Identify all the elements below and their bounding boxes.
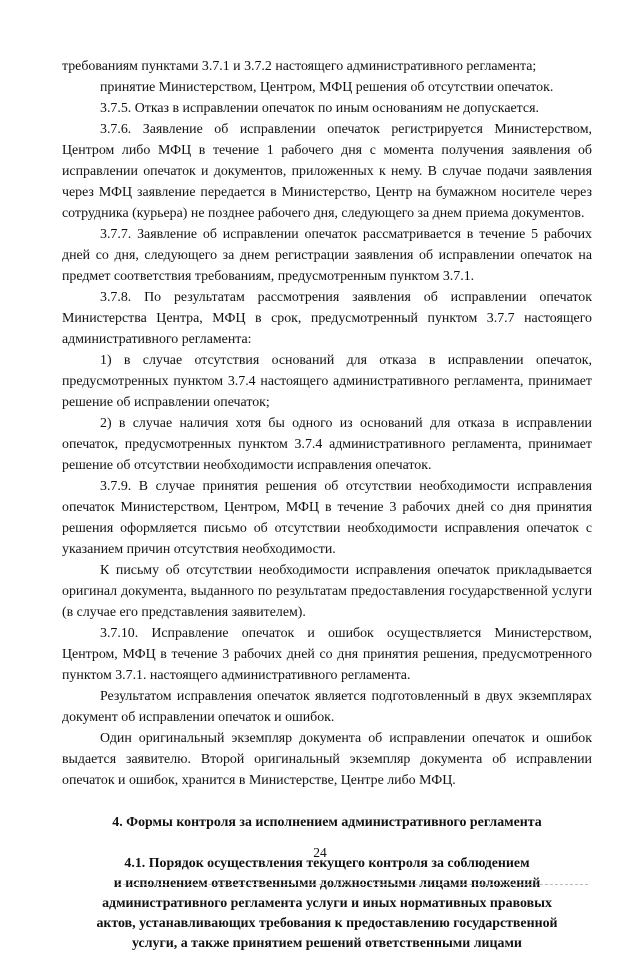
paragraph: требованиям пунктами 3.7.1 и 3.7.2 настоящего административного регламента; bbox=[62, 59, 537, 74]
subsection-heading bbox=[62, 854, 592, 954]
paragraph: 2) в случае наличия хотя бы одного из оснований для отказа в исправлении опечаток, предусмотренных пунктом 3.7.4 административного регламента, принимает решение об отсутствии необходимости исправления опечаток. bbox=[62, 416, 592, 473]
paragraph: 3.7.10. Исправление опечаток и ошибок осуществляется Министерством, Центром, МФЦ в течение 3 рабочих дней со дня принятия решения, предусмотренного пунктом 3.7.1. настоящего административного регламента. bbox=[62, 626, 592, 683]
paragraph: Один оригинальный экземпляр документа об исправлении опечаток и ошибок выдается заявителю. Второй оригинальный экземпляр документа об исправлении опечаток и ошибок, хранится в Министерстве, Центре либо МФЦ. bbox=[62, 731, 592, 788]
subsection-heading-line: 4.1. Порядок осуществления текущего контроля за соблюдением bbox=[124, 856, 530, 871]
paragraph: 3.7.9. В случае принятия решения об отсутствии необходимости исправления опечаток Министерством, Центром, МФЦ в течение 3 рабочих дней со дня принятия решения оформляется письмо об отсутствии необходимости исправления опечаток с указанием причин отсутствия необходимости. bbox=[62, 479, 592, 557]
paragraph: 1) в случае отсутствия оснований для отказа в исправлении опечаток, предусмотренных пунктом 3.7.4 настоящего административного регламента, принимает решение об исправлении опечаток; bbox=[62, 353, 592, 410]
page-number: 24 bbox=[313, 845, 327, 860]
paragraph: К письму об отсутствии необходимости исправления опечаток прикладывается оригинал документа, выданного по результатам предоставления государственной услуги (в случае его представления заявителем). bbox=[62, 563, 592, 620]
subsection-heading-line: актов, устанавливающих требования к предоставлению государственной bbox=[96, 916, 558, 931]
footer-divider bbox=[118, 884, 588, 887]
subsection-heading-line: услуги, а также принятием решений ответственными лицами bbox=[132, 936, 522, 951]
section-heading: 4. Формы контроля за исполнением административного регламента bbox=[112, 815, 542, 830]
paragraph: 3.7.7. Заявление об исправлении опечаток рассматривается в течение 5 рабочих дней со дня, следующего за днем регистрации заявления об исправлении опечаток на предмет соответствия требованиям, предусмотренным пунктом 3.7.1. bbox=[62, 227, 592, 284]
paragraph: 3.7.6. Заявление об исправлении опечаток регистрируется Министерством, Центром либо МФЦ в течение 1 рабочего дня с момента получения заявления об исправлении опечаток и документов, приложенных к нему. В случае подачи заявления через МФЦ заявление передается в Министерство, Центр на бумажном носителе через сотрудника (курьера) не позднее рабочего дня, следующего за днем приема документов. bbox=[62, 122, 592, 221]
subsection-heading-line: и исполнением ответственными должностными лицами положений bbox=[113, 876, 541, 891]
body-text bbox=[62, 56, 592, 791]
paragraph: принятие Министерством, Центром, МФЦ решения об отсутствии опечаток. bbox=[100, 80, 554, 95]
paragraph: 3.7.5. Отказ в исправлении опечаток по иным основаниям не допускается. bbox=[100, 101, 539, 116]
subsection-heading-line: административного регламента услуги и иных нормативных правовых bbox=[102, 896, 552, 911]
document-page bbox=[62, 56, 592, 954]
paragraph: 3.7.8. По результатам рассмотрения заявления об исправлении опечаток Министерства Центра, МФЦ в срок, предусмотренный пунктом 3.7.7 настоящего административного регламента: bbox=[62, 290, 592, 347]
paragraph: Результатом исправления опечаток является подготовленный в двух экземплярах документ об исправлении опечаток и ошибок. bbox=[62, 689, 592, 725]
